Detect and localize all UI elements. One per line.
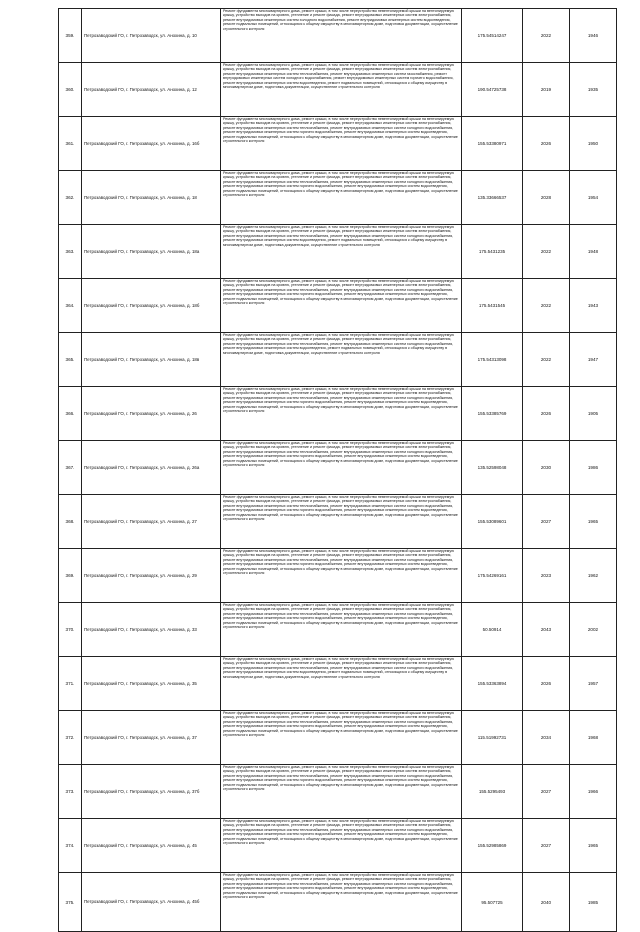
row-address-text: Петрозаводский ГО, г. Петрозаводск, ул. Анохина, д. 18в (84, 356, 200, 362)
row-number-text: 369. (65, 573, 75, 578)
row-number (59, 765, 82, 819)
row-planned-year-text: 2027 (540, 519, 552, 524)
row-cost (462, 441, 523, 495)
row-built-year (570, 603, 617, 657)
row-work-description (221, 603, 462, 657)
row-address (82, 441, 221, 495)
row-planned-year (523, 495, 570, 549)
row-work-description (221, 711, 462, 765)
row-number-text: 371. (65, 681, 75, 686)
row-number-text: 360. (65, 87, 75, 92)
row-number-text: 361. (65, 141, 75, 146)
row-built-year-text: 1946 (587, 33, 599, 38)
row-planned-year (523, 171, 570, 225)
row-planned-year-text: 2026 (540, 411, 552, 416)
row-cost-text: 155.5295493 (478, 789, 506, 794)
row-planned-year-text: 2019 (540, 87, 552, 92)
row-built-year-text: 1957 (587, 681, 599, 686)
row-work-description-text: Ремонт фундамента многоквартирного дома, ремонт крыши, в том числе переустройство невентилируемой крыши на вентилируемую крышу, устройство выходов на кровлю, утепление и ремонт фасада, ремонт внутридомовых инженерных систем электроснабжения, ремонт внутридомовых инженерных систем теплоснабжения, ремонт внутридомовых инженерных систем газоснабжения, ремонт внутридомовых инженерных систем холодного водоснабжения, ремонт внутридомовых инженерных систем горячего водоснабжения, ремонт внутридомовых инженерных систем водоотведения, ремонт подвальных помещений, относящихся к общему имуществу в многоквартирном доме, подготовка документации, осуществление строительного контроля (223, 63, 454, 90)
row-built-year-text: 2002 (587, 627, 599, 632)
table-row (59, 279, 617, 333)
row-work-description-text: Ремонт фундамента многоквартирного дома, ремонт крыши, в том числе переустройство невентилируемой крыши на вентилируемую крышу, устройство выходов на кровлю, утепление и ремонт фасада, ремонт внутридомовых инженерных систем электроснабжения, ремонт внутридомовых инженерных систем теплоснабжения, ремонт внутридомовых инженерных систем холодного водоснабжения, ремонт внутридомовых инженерных систем горячего водоснабжения, ремонт внутридомовых инженерных систем водоотведения, ремонт подвальных помещений, относящихся к общему имуществу в многоквартирном доме, подготовка документации, осуществление строительного контроля (223, 387, 458, 414)
row-cost (462, 225, 523, 279)
row-number (59, 441, 82, 495)
row-cost (462, 603, 523, 657)
row-cost (462, 63, 523, 117)
row-cost-text: 155.53089601 (477, 519, 507, 524)
row-address (82, 387, 221, 441)
row-work-description (221, 765, 462, 819)
row-built-year (570, 765, 617, 819)
row-address-text: Петрозаводский ГО, г. Петрозаводск, ул. Анохина, д. 35 (84, 680, 197, 686)
row-planned-year (523, 873, 570, 932)
row-work-description (221, 441, 462, 495)
row-cost (462, 387, 523, 441)
row-built-year-text: 1986 (587, 465, 599, 470)
row-cost-text: 135.33666537 (477, 195, 507, 200)
row-built-year-text: 1947 (587, 357, 599, 362)
row-number-text: 374. (65, 843, 75, 848)
table-row (59, 765, 617, 819)
row-built-year (570, 387, 617, 441)
row-cost-text: 190.54725738 (477, 87, 507, 92)
row-cost (462, 873, 523, 932)
row-planned-year-text: 2026 (540, 681, 552, 686)
row-built-year (570, 279, 617, 333)
row-cost-text: 175.54313098 (477, 357, 507, 362)
row-work-description (221, 117, 462, 171)
row-number (59, 873, 82, 932)
row-number (59, 819, 82, 873)
table-row (59, 819, 617, 873)
row-planned-year-text: 2027 (540, 789, 552, 794)
row-address (82, 549, 221, 603)
row-number-text: 373. (65, 789, 75, 794)
row-work-description-text: Ремонт фундамента многоквартирного дома, ремонт крыши, в том числе переустройство невентилируемой крыши на вентилируемую крышу, устройство выходов на кровлю, утепление и ремонт фасада, ремонт внутридомовых инженерных систем электроснабжения, ремонт внутридомовых инженерных систем теплоснабжения, ремонт внутридомовых инженерных систем холодного водоснабжения, ремонт внутридомовых инженерных систем горячего водоснабжения, ремонт внутридомовых инженерных систем водоотведения, ремонт подвальных помещений, относящихся к общему имуществу в многоквартирном доме, подготовка документации, осуществление строительного контроля (223, 603, 458, 630)
row-built-year (570, 171, 617, 225)
row-address-text: Петрозаводский ГО, г. Петрозаводск, ул. Анохина, д. 27 (84, 518, 197, 524)
row-built-year (570, 333, 617, 387)
row-work-description-text: Ремонт фундамента многоквартирного дома, ремонт крыши, в том числе переустройство невентилируемой крыши на вентилируемую крышу, устройство выходов на кровлю, утепление и ремонт фасада, ремонт внутридомовых инженерных систем электроснабжения, ремонт внутридомовых инженерных систем теплоснабжения, ремонт внутридомовых инженерных систем холодного водоснабжения, ремонт внутридомовых инженерных систем водоотведения, ремонт подвальных помещений, относящихся к общему имуществу в многоквартирном доме, подготовка документации, осуществление строительного контроля (223, 333, 454, 355)
row-built-year-text: 1966 (587, 789, 599, 794)
row-work-description-text: Ремонт фундамента многоквартирного дома, ремонт крыши, в том числе переустройство невентилируемой крыши на вентилируемую крышу, устройство выходов на кровлю, утепление и ремонт фасада, ремонт внутридомовых инженерных систем электроснабжения, ремонт внутридомовых инженерных систем теплоснабжения, ремонт внутридомовых инженерных систем холодного водоснабжения, ремонт внутридомовых инженерных систем горячего водоснабжения, ремонт внутридомовых инженерных систем водоотведения, ремонт подвальных помещений, относящихся к общему имуществу в многоквартирном доме, подготовка документации, осуществление строительного контроля (223, 549, 458, 576)
row-number (59, 333, 82, 387)
row-planned-year (523, 387, 570, 441)
row-planned-year (523, 819, 570, 873)
row-built-year-text: 1985 (587, 899, 599, 905)
row-built-year (570, 711, 617, 765)
row-work-description-text: Ремонт фундамента многоквартирного дома, ремонт крыши, в том числе переустройство невентилируемой крыши на вентилируемую крышу, устройство выходов на кровлю, утепление и ремонт фасада, ремонт внутридомовых инженерных систем электроснабжения, ремонт внутридомовых инженерных систем теплоснабжения, ремонт внутридомовых инженерных систем холодного водоснабжения, ремонт внутридомовых инженерных систем горячего водоснабжения, ремонт внутридомовых инженерных систем водоотведения, ремонт подвальных помещений, относящихся к общему имуществу в многоквартирном доме, подготовка документации, осуществление строительного контроля (223, 765, 458, 792)
row-number (59, 549, 82, 603)
row-planned-year-text: 2022 (540, 303, 552, 308)
row-number (59, 603, 82, 657)
row-number-text: 364. (65, 303, 75, 308)
row-planned-year-text: 2026 (540, 141, 552, 146)
row-cost-text: 135.52598048 (477, 465, 507, 470)
row-address-text: Петрозаводский ГО, г. Петрозаводск, ул. Анохина, д. 37 (84, 734, 197, 740)
row-planned-year-text: 2027 (540, 843, 552, 848)
table-row (59, 171, 617, 225)
row-address (82, 279, 221, 333)
row-work-description (221, 333, 462, 387)
row-number-text: 359. (65, 33, 75, 38)
row-cost-text: 155.53385769 (477, 411, 507, 416)
row-work-description (221, 171, 462, 225)
row-built-year (570, 495, 617, 549)
row-work-description (221, 387, 462, 441)
row-address-text: Петрозаводский ГО, г. Петрозаводск, ул. Анохина, д. 10 (84, 32, 197, 38)
row-cost (462, 549, 523, 603)
row-planned-year-text: 2022 (540, 357, 552, 362)
row-cost-text: 115.51992731 (477, 735, 507, 740)
row-cost-text: 175.54514247 (477, 33, 507, 38)
table-row (59, 603, 617, 657)
row-work-description (221, 495, 462, 549)
row-number-text: 362. (65, 195, 75, 200)
row-planned-year (523, 603, 570, 657)
table-row (59, 9, 617, 63)
table-row (59, 495, 617, 549)
row-planned-year (523, 549, 570, 603)
row-cost (462, 9, 523, 63)
row-cost-text: 175.5431235 (478, 249, 506, 254)
row-built-year (570, 549, 617, 603)
row-number (59, 279, 82, 333)
row-address (82, 225, 221, 279)
table-row (59, 873, 617, 932)
row-planned-year-text: 2030 (540, 465, 552, 470)
row-cost (462, 117, 523, 171)
row-built-year-text: 1968 (587, 735, 599, 740)
row-built-year (570, 9, 617, 63)
row-number (59, 9, 82, 63)
row-built-year-text: 1962 (587, 573, 599, 578)
row-planned-year-text: 2040 (540, 899, 552, 905)
row-planned-year (523, 657, 570, 711)
row-address-text: Петрозаводский ГО, г. Петрозаводск, ул. Анохина, д. 45 (84, 842, 197, 848)
row-work-description (221, 225, 462, 279)
row-address (82, 657, 221, 711)
row-number-text: 368. (65, 519, 75, 524)
row-planned-year-text: 2022 (540, 33, 552, 38)
row-built-year-text: 1943 (587, 303, 599, 308)
row-built-year-text: 1965 (587, 519, 599, 524)
row-work-description (221, 873, 462, 932)
row-cost (462, 819, 523, 873)
row-address (82, 819, 221, 873)
row-address (82, 171, 221, 225)
row-planned-year-text: 2022 (540, 249, 552, 254)
row-address-text: Петрозаводский ГО, г. Петрозаводск, ул. Анохина, д. 12 (84, 86, 197, 92)
row-built-year-text: 1935 (587, 87, 599, 92)
row-number-text: 366. (65, 411, 75, 416)
row-address-text: Петрозаводский ГО, г. Петрозаводск, ул. Анохина, д. 18б (84, 302, 200, 308)
row-planned-year-text: 2034 (540, 735, 552, 740)
row-work-description-text: Ремонт фундамента многоквартирного дома, ремонт крыши, в том числе переустройство невентилируемой крыши на вентилируемую крышу, устройство выходов на кровлю, утепление и ремонт фасада, ремонт внутридомовых инженерных систем электроснабжения, ремонт внутридомовых инженерных систем теплоснабжения, ремонт внутридомовых инженерных систем холодного водоснабжения, ремонт внутридомовых инженерных систем горячего водоснабжения, ремонт внутридомовых инженерных систем водоотведения, ремонт подвальных помещений, относящихся к общему имуществу в многоквартирном доме, подготовка документации, осуществление строительного контроля (223, 819, 458, 846)
row-number (59, 387, 82, 441)
row-address (82, 117, 221, 171)
row-planned-year-text: 2028 (540, 195, 552, 200)
row-number-text: 363. (65, 249, 75, 254)
row-work-description-text: Ремонт фундамента многоквартирного дома, ремонт крыши, в том числе переустройство невентилируемой крыши на вентилируемую крышу, устройство выходов на кровлю, утепление и ремонт фасада, ремонт внутридомовых инженерных систем электроснабжения, ремонт внутридомовых инженерных систем теплоснабжения, ремонт внутридомовых инженерных систем холодного водоснабжения, ремонт внутридомовых инженерных систем горячего водоснабжения, ремонт внутридомовых инженерных систем водоотведения, ремонт подвальных помещений, относящихся к общему имуществу в многоквартирном доме, подготовка документации, осуществление строительного контроля (223, 171, 458, 198)
row-cost (462, 495, 523, 549)
row-number (59, 171, 82, 225)
row-work-description (221, 9, 462, 63)
row-address-text: Петрозаводский ГО, г. Петрозаводск, ул. Анохина, д. 37б (84, 788, 200, 794)
row-planned-year (523, 225, 570, 279)
row-cost (462, 279, 523, 333)
row-work-description (221, 657, 462, 711)
row-address-text: Петрозаводский ГО, г. Петрозаводск, ул. Анохина, д. 16б (84, 140, 200, 146)
table-row (59, 711, 617, 765)
row-address-text: Петрозаводский ГО, г. Петрозаводск, ул. Анохина, д. 18 (84, 194, 197, 200)
row-number-text: 370. (65, 627, 75, 632)
row-address-text: Петрозаводский ГО, г. Петрозаводск, ул. Анохина, д. 18а (84, 248, 200, 254)
row-built-year (570, 657, 617, 711)
row-number (59, 225, 82, 279)
row-cost (462, 171, 523, 225)
row-work-description (221, 63, 462, 117)
row-address (82, 603, 221, 657)
row-planned-year (523, 63, 570, 117)
row-address (82, 63, 221, 117)
row-cost-text: 155.52985869 (477, 843, 507, 848)
row-built-year (570, 441, 617, 495)
row-work-description (221, 279, 462, 333)
row-number (59, 495, 82, 549)
row-work-description-text: Ремонт фундамента многоквартирного дома, ремонт крыши, в том числе переустройство невентилируемой крыши на вентилируемую крышу, устройство выходов на кровлю, утепление и ремонт фасада, ремонт внутридомовых инженерных систем электроснабжения, ремонт внутридомовых инженерных систем теплоснабжения, ремонт внутридомовых инженерных систем холодного водоснабжения, ремонт внутридомовых инженерных систем горячего водоснабжения, ремонт внутридомовых инженерных систем водоотведения, ремонт подвальных помещений, относящихся к общему имуществу в многоквартирном доме, подготовка документации, осуществление строительного контроля (223, 873, 458, 900)
row-number (59, 63, 82, 117)
row-planned-year (523, 441, 570, 495)
row-number (59, 657, 82, 711)
row-built-year (570, 117, 617, 171)
row-built-year-text: 1954 (587, 195, 599, 200)
row-planned-year (523, 279, 570, 333)
row-work-description-text: Ремонт фундамента многоквартирного дома, ремонт крыши, в том числе переустройство невентилируемой крыши на вентилируемую крышу, устройство выходов на кровлю, утепление и ремонт фасада, ремонт внутридомовых инженерных систем электроснабжения, ремонт внутридомовых инженерных систем теплоснабжения, ремонт внутридомовых инженерных систем холодного водоснабжения, ремонт внутридомовых инженерных систем водоотведения, ремонт подвальных помещений, относящихся к общему имуществу в многоквартирном доме, подготовка документации, осуществление строительного контроля (223, 225, 454, 247)
row-cost-text: 95.507725 (481, 899, 503, 905)
row-built-year-text: 1965 (587, 843, 599, 848)
table-body (59, 9, 617, 932)
row-built-year (570, 873, 617, 932)
table-row (59, 441, 617, 495)
row-address (82, 765, 221, 819)
row-cost (462, 765, 523, 819)
row-cost (462, 657, 523, 711)
table-row (59, 549, 617, 603)
row-planned-year (523, 711, 570, 765)
row-address (82, 495, 221, 549)
row-planned-year-text: 2043 (540, 627, 552, 632)
row-built-year-text: 1950 (587, 141, 599, 146)
row-work-description-text: Ремонт фундамента многоквартирного дома, ремонт крыши, в том числе переустройство невентилируемой крыши на вентилируемую крышу, устройство выходов на кровлю, утепление и ремонт фасада, ремонт внутридомовых инженерных систем электроснабжения, ремонт внутридомовых инженерных систем теплоснабжения, ремонт внутридомовых инженерных систем холодного водоснабжения, ремонт внутридомовых инженерных систем водоотведения, ремонт подвальных помещений, относящихся к общему имуществу в многоквартирном доме, подготовка документации, осуществление строительного контроля (223, 657, 454, 679)
row-address-text: Петрозаводский ГО, г. Петрозаводск, ул. Анохина, д. 33 (84, 626, 197, 632)
row-address (82, 333, 221, 387)
table-row (59, 225, 617, 279)
row-cost (462, 333, 523, 387)
row-work-description-text: Ремонт фундамента многоквартирного дома, ремонт крыши, в том числе переустройство невентилируемой крыши на вентилируемую крышу, устройство выходов на кровлю, утепление и ремонт фасада, ремонт внутридомовых инженерных систем электроснабжения, ремонт внутридомовых инженерных систем холодного водоснабжения, ремонт внутридомовых инженерных систем водоотведения, ремонт подвальных помещений, относящихся к общему имуществу в многоквартирном доме, подготовка документации, осуществление строительного контроля (223, 9, 458, 31)
row-work-description (221, 549, 462, 603)
row-address (82, 873, 221, 932)
row-cost-text: 155.53380971 (477, 141, 507, 146)
row-cost-text: 175.5431545 (478, 303, 506, 308)
row-work-description-text: Ремонт фундамента многоквартирного дома, ремонт крыши, в том числе переустройство невентилируемой крыши на вентилируемую крышу, устройство выходов на кровлю, утепление и ремонт фасада, ремонт внутридомовых инженерных систем электроснабжения, ремонт внутридомовых инженерных систем теплоснабжения, ремонт внутридомовых инженерных систем холодного водоснабжения, ремонт внутридомовых инженерных систем горячего водоснабжения, ремонт внутридомовых инженерных систем водоотведения, ремонт подвальных помещений, относящихся к общему имуществу в многоквартирном доме, подготовка документации, осуществление строительного контроля (223, 279, 458, 306)
row-address (82, 711, 221, 765)
row-work-description (221, 819, 462, 873)
row-address (82, 9, 221, 63)
row-number-text: 367. (65, 465, 75, 470)
table-row (59, 63, 617, 117)
row-built-year-text: 1905 (587, 411, 599, 416)
row-work-description-text: Ремонт фундамента многоквартирного дома, ремонт крыши, в том числе переустройство невентилируемой крыши на вентилируемую крышу, устройство выходов на кровлю, утепление и ремонт фасада, ремонт внутридомовых инженерных систем электроснабжения, ремонт внутридомовых инженерных систем теплоснабжения, ремонт внутридомовых инженерных систем холодного водоснабжения, ремонт внутридомовых инженерных систем горячего водоснабжения, ремонт внутридомовых инженерных систем водоотведения, ремонт подвальных помещений, относящихся к общему имуществу в многоквартирном доме, подготовка документации, осуществление строительного контроля (223, 117, 458, 144)
row-work-description-text: Ремонт фундамента многоквартирного дома, ремонт крыши, в том числе переустройство невентилируемой крыши на вентилируемую крышу, устройство выходов на кровлю, утепление и ремонт фасада, ремонт внутридомовых инженерных систем электроснабжения, ремонт внутридомовых инженерных систем теплоснабжения, ремонт внутридомовых инженерных систем холодного водоснабжения, ремонт внутридомовых инженерных систем горячего водоснабжения, ремонт внутридомовых инженерных систем водоотведения, ремонт подвальных помещений, относящихся к общему имуществу в многоквартирном доме, подготовка документации, осуществление строительного контроля (223, 711, 458, 738)
row-number-text: 372. (65, 735, 75, 740)
document-page (58, 8, 602, 932)
row-address-text: Петрозаводский ГО, г. Петрозаводск, ул. Анохина, д. 26а (84, 464, 200, 470)
row-planned-year (523, 765, 570, 819)
table-row (59, 387, 617, 441)
row-cost-text: 175.54269161 (477, 573, 507, 578)
row-number-text: 375. (65, 899, 75, 905)
row-address-text: Петрозаводский ГО, г. Петрозаводск, ул. Анохина, д. 26 (84, 410, 197, 416)
table-row (59, 657, 617, 711)
row-work-description-text: Ремонт фундамента многоквартирного дома, ремонт крыши, в том числе переустройство невентилируемой крыши на вентилируемую крышу, устройство выходов на кровлю, утепление и ремонт фасада, ремонт внутридомовых инженерных систем электроснабжения, ремонт внутридомовых инженерных систем теплоснабжения, ремонт внутридомовых инженерных систем холодного водоснабжения, ремонт внутридомовых инженерных систем горячего водоснабжения, ремонт внутридомовых инженерных систем водоотведения, ремонт подвальных помещений, относящихся к общему имуществу в многоквартирном доме, подготовка документации, осуществление строительного контроля (223, 495, 458, 522)
table-row (59, 117, 617, 171)
row-planned-year (523, 117, 570, 171)
row-cost-text: 155.53363894 (477, 681, 507, 686)
row-work-description-text: Ремонт фундамента многоквартирного дома, ремонт крыши, в том числе переустройство невентилируемой крыши на вентилируемую крышу, устройство выходов на кровлю, утепление и ремонт фасада, ремонт внутридомовых инженерных систем электроснабжения, ремонт внутридомовых инженерных систем теплоснабжения, ремонт внутридомовых инженерных систем холодного водоснабжения, ремонт внутридомовых инженерных систем горячего водоснабжения, ремонт внутридомовых инженерных систем водоотведения, ремонт подвальных помещений, относящихся к общему имуществу в многоквартирном доме, подготовка документации, осуществление строительного контроля (223, 441, 458, 468)
row-number-text: 365. (65, 357, 75, 362)
row-planned-year (523, 9, 570, 63)
row-built-year-text: 1948 (587, 249, 599, 254)
row-address-text: Петрозаводский ГО, г. Петрозаводск, ул. Анохина, д. 45б (84, 899, 200, 905)
row-built-year (570, 225, 617, 279)
row-cost-text: 50.50914 (482, 627, 502, 632)
row-built-year (570, 63, 617, 117)
row-number (59, 117, 82, 171)
row-address-text: Петрозаводский ГО, г. Петрозаводск, ул. Анохина, д. 29 (84, 572, 197, 578)
row-planned-year (523, 333, 570, 387)
row-planned-year-text: 2023 (540, 573, 552, 578)
row-cost (462, 711, 523, 765)
row-built-year (570, 819, 617, 873)
row-number (59, 711, 82, 765)
repair-program-table (58, 8, 617, 932)
table-row (59, 333, 617, 387)
